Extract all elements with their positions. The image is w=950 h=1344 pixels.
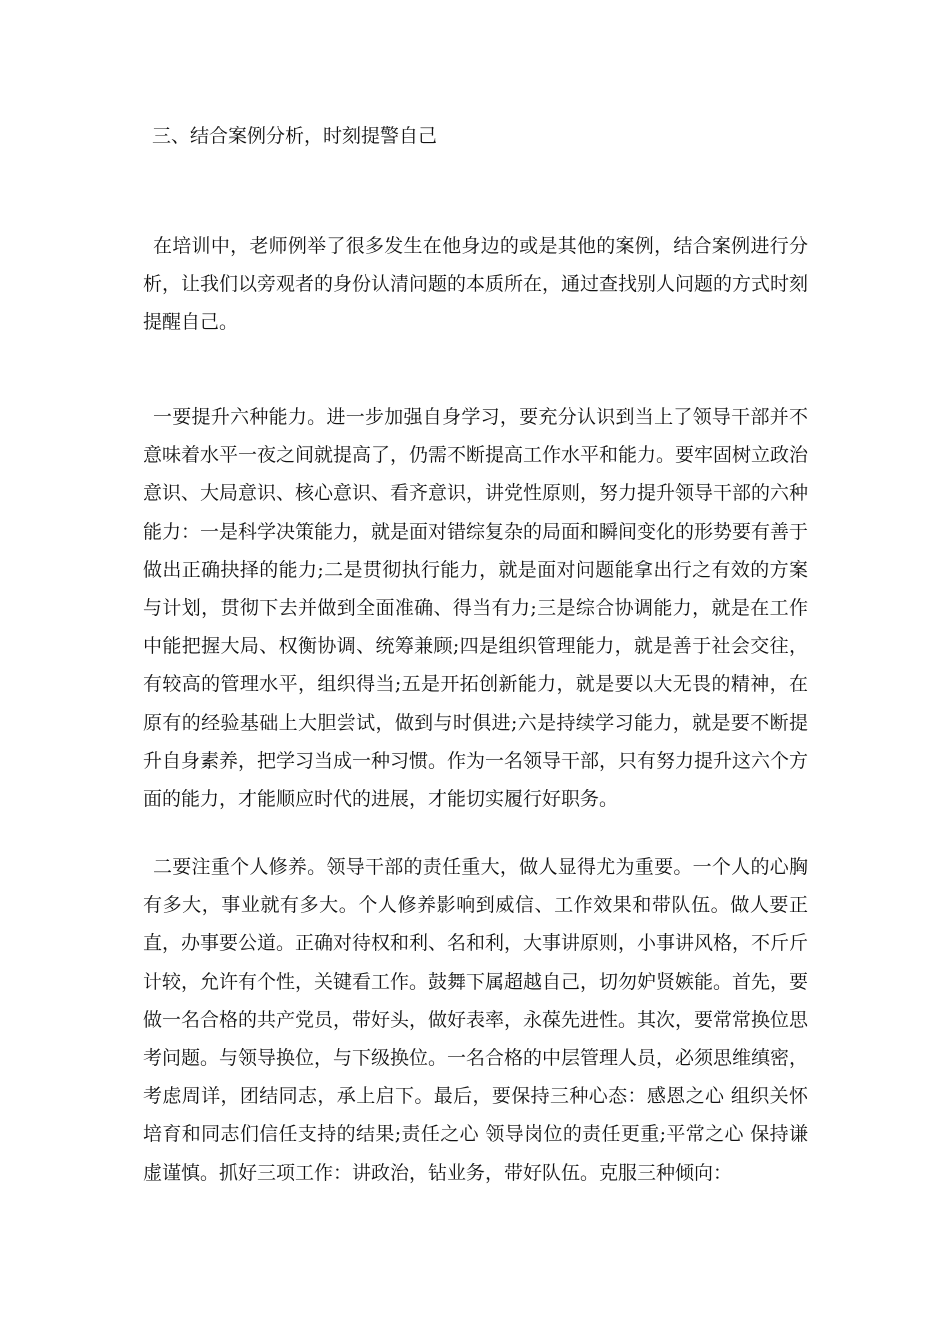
paragraph-six-abilities: 一要提升六种能力。进一步加强自身学习，要充分认识到当上了领导干部并不意味着水平一夜之间就提高了，仍需不断提高工作水平和能力。要牢固树立政治意识、大局意识、核心意识、看齐意识，讲党性原则，努力提升领导干部的六种能力：一是科学决策能力，就是面对错综复杂的局面和瞬间变化的形势要有善于做出正确抉择的能力;二是贯彻执行能力，就是面对问题能拿出行之有效的方案与计划，贯彻下去并做到全面准确、得当有力;三是综合协调能力，就是在工作中能把握大局、权衡协调、统筹兼顾;四是组织管理能力，就是善于社会交往，有较高的管理水平，组织得当;五是开拓创新能力，就是要以大无畏的精神，在原有的经验基础上大胆尝试，做到与时俱进;六是持续学习能力，就是要不断提升自身素养，把学习当成一种习惯。作为一名领导干部，只有努力提升这六个方面的能力，才能顺应时代的进展，才能切实履行好职务。: [143, 406, 809, 811]
paragraph-case-analysis: 在培训中，老师例举了很多发生在他身边的或是其他的案例，结合案例进行分析，让我们以旁观者的身份认清问题的本质所在，通过查找别人问题的方式时刻提醒自己。: [143, 235, 809, 334]
section-heading: 三、结合案例分析，时刻提警自己: [152, 125, 438, 147]
paragraph-personal-cultivation: 二要注重个人修养。领导干部的责任重大，做人显得尤为重要。一个人的心胸有多大，事业就有多大。个人修养影响到威信、工作效果和带队伍。做人要正直，办事要公道。正确对待权和利、名和利，大事讲原则，小事讲风格，不斤斤计较，允许有个性，关键看工作。鼓舞下属超越自己，切勿妒贤嫉能。首先，要做一名合格的共产党员，带好头，做好表率，永葆先进性。其次，要常常换位思考问题。与领导换位，与下级换位。一名合格的中层管理人员，必须思维缜密，考虑周详，团结同志，承上启下。最后，要保持三种心态：感恩之心 组织关怀培育和同志们信任支持的结果;责任之心 领导岗位的责任更重;平常之心 保持谦虚谨慎。抓好三项工作：讲政治，钻业务，带好队伍。克服三种倾向：: [143, 856, 809, 1184]
